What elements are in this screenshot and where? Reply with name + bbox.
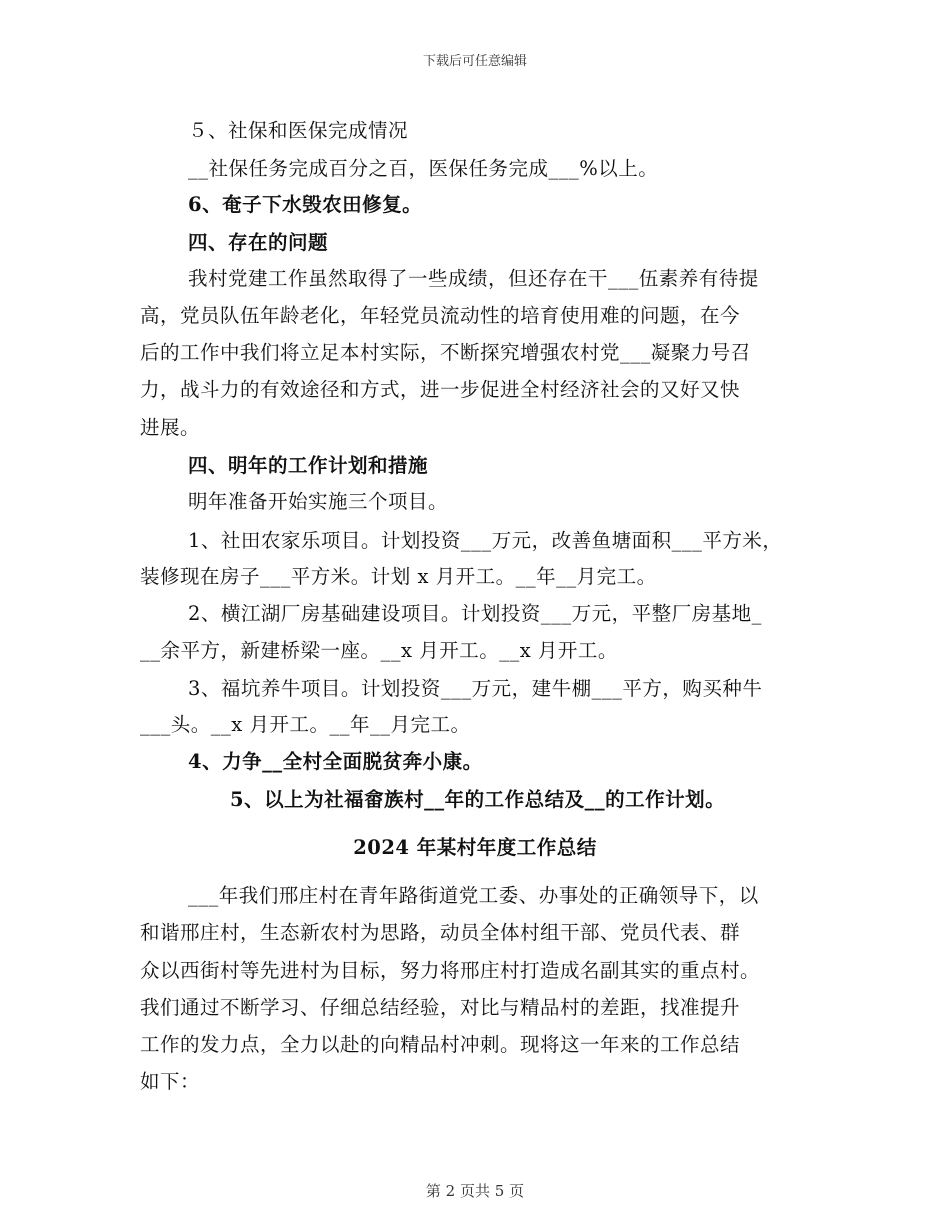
social-security-text: __社保任务完成百分之百，医保任务完成___%以上。: [188, 157, 659, 180]
plan-item-3-cont: ___头。__x 月开工。__年__月完工。: [140, 713, 471, 736]
section-heading-problems: 四、存在的问题: [188, 231, 329, 254]
problems-paragraph-line: 后的工作中我们将立足本村实际，不断探究增强农村党___凝聚力号召: [140, 341, 751, 364]
problems-paragraph-line: 我村党建工作虽然取得了一些成绩，但还存在干___伍素养有待提: [188, 267, 759, 290]
plan-item-1: 1、社田农家乐项目。计划投资___万元，改善鱼塘面积___平方米，: [188, 529, 783, 552]
summary-paragraph-line: 众以西街村等先进村为目标，努力将邢庄村打造成名副其实的重点村。: [140, 959, 761, 982]
problems-paragraph-line: 力，战斗力的有效途径和方式，进一步促进全村经济社会的又好又快: [140, 378, 741, 401]
summary-paragraph-line: 工作的发力点，全力以赴的向精品村冲刺。现将这一年来的工作总结: [140, 1033, 741, 1056]
plan-item-4: 4、力争__全村全面脱贫奔小康。: [188, 750, 483, 773]
page-footer-number: 第 2 页共 5 页: [425, 1182, 525, 1200]
item-social-security-title: ５、社保和医保完成情况: [188, 119, 409, 142]
summary-paragraph-line: 如下：: [140, 1070, 201, 1093]
section-heading-plan: 四、明年的工作计划和措施: [188, 454, 429, 477]
summary-paragraph-line: 和谐邢庄村，生态新农村为思路，动员全体村组干部、党员代表、群: [140, 921, 741, 944]
plan-item-3: 3、福坑养牛项目。计划投资___万元，建牛棚___平方，购买种牛: [188, 677, 763, 700]
plan-item-2-cont: __余平方，新建桥梁一座。__x 月开工。__x 月开工。: [140, 639, 618, 662]
summary-paragraph-line: ___年我们邢庄村在青年路街道党工委、办事处的正确领导下，以: [188, 884, 759, 907]
problems-paragraph-line: 高，党员队伍年龄老化，年轻党员流动性的培育使用难的问题，在今: [140, 304, 741, 327]
item-farmland-repair: 6、奄子下水毁农田修复。: [188, 193, 423, 216]
page-header-note: 下载后可任意编辑: [422, 54, 527, 69]
plan-item-1-cont: 装修现在房子___平方米。计划 x 月开工。__年__月完工。: [140, 565, 657, 588]
summary-paragraph-line: 我们通过不断学习、仔细总结经验，对比与精品村的差距，找准提升: [140, 996, 741, 1019]
problems-paragraph-line: 进展。: [140, 416, 201, 439]
plan-intro: 明年准备开始实施三个项目。: [188, 490, 449, 513]
plan-item-5: 5、以上为社福畲族村__年的工作总结及__的工作计划。: [230, 788, 726, 811]
document-title: 2024 年某村年度工作总结: [353, 836, 597, 859]
plan-item-2: 2、横江湖厂房基础建设项目。计划投资___万元，平整厂房基地_: [188, 602, 762, 625]
